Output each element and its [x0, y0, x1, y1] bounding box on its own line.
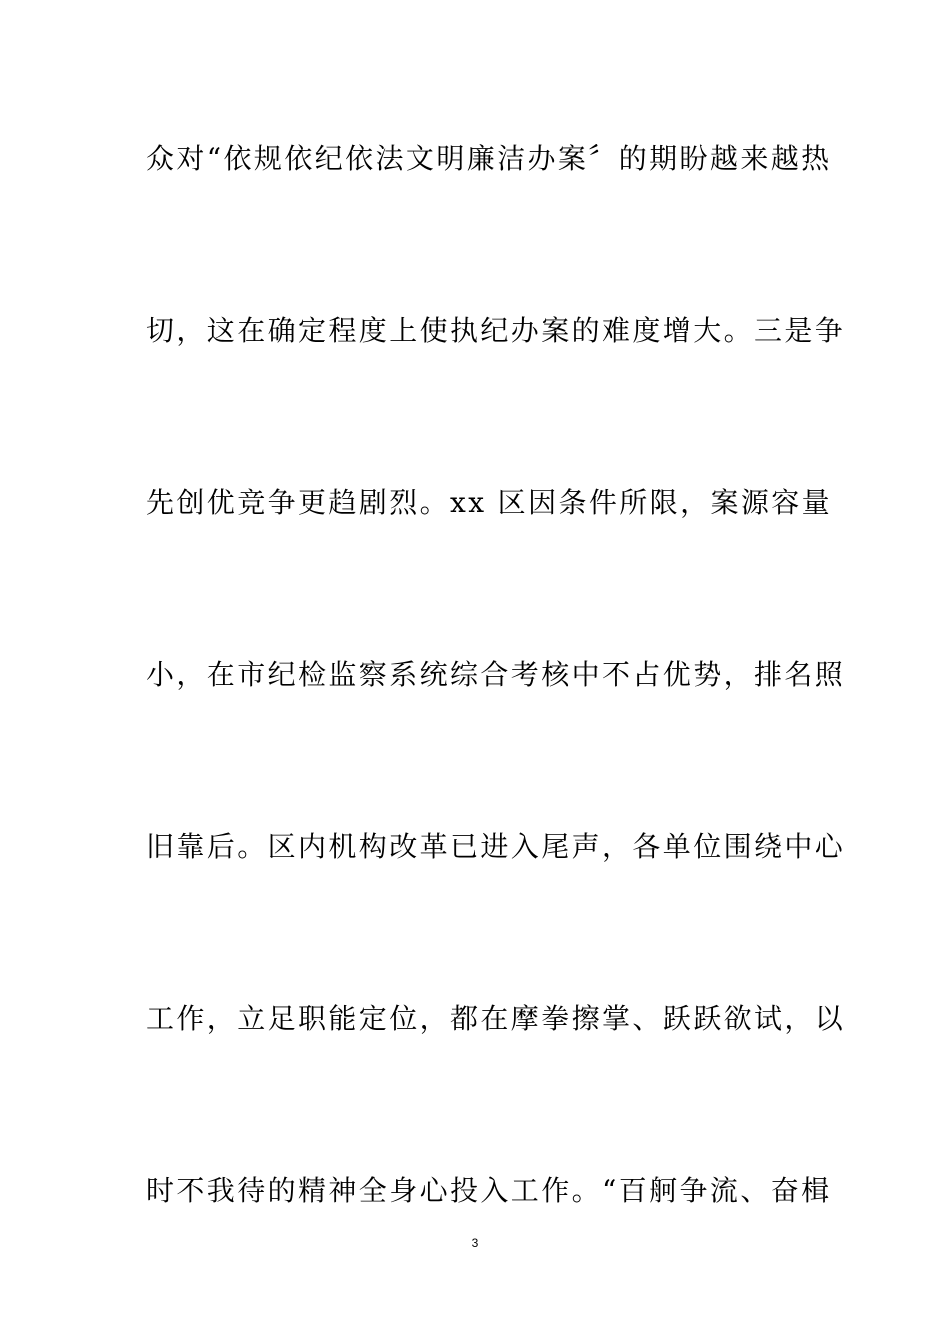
page-number: 3	[471, 1236, 479, 1250]
text-line: 工作，立足职能定位，都在摩拳擦掌、跃跃欲试，以	[146, 1002, 846, 1035]
text-line: 先创优竞争更趋剧烈。xx 区因条件所限，案源容量	[146, 486, 833, 519]
text-line: 切，这在确定程度上使执纪办案的难度增大。三是争	[146, 314, 846, 347]
text-line: 众对“依规依纪依法文明廉洁办案〞的期盼越来越热	[146, 142, 832, 175]
text-line: 时不我待的精神全身心投入工作。“百舸争流、奋楫	[146, 1174, 832, 1207]
body-text	[146, 138, 846, 1342]
text-line: 旧靠后。区内机构改革已进入尾声，各单位围绕中心	[146, 830, 846, 863]
text-line: 小，在市纪检监察系统综合考核中不占优势，排名照	[146, 658, 846, 691]
